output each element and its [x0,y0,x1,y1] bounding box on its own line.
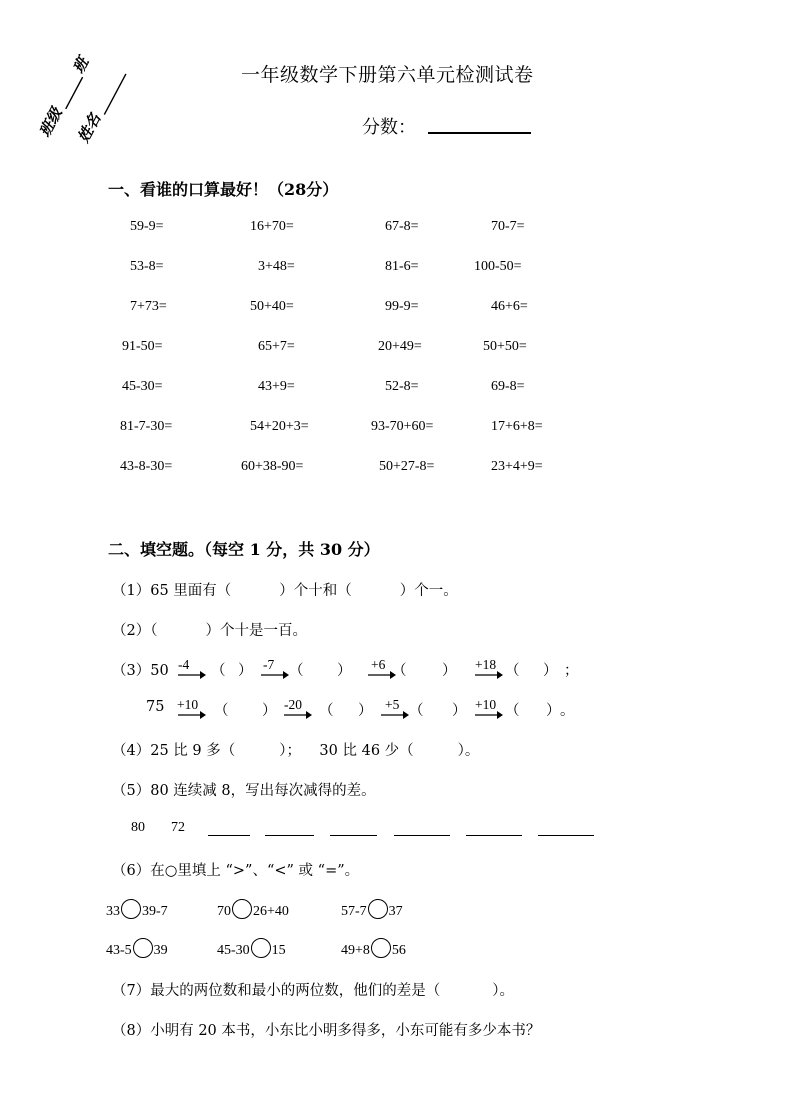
sequence-second: 72 [171,820,185,835]
operation-label: -7 [263,657,275,672]
calc-item: 43-8-30= [120,459,173,474]
calc-item: 3+48= [258,259,295,274]
page-title: 一年级数学下册第六单元检测试卷 [241,64,534,86]
compare-item: 49+8 56 [341,938,406,959]
operation-label: -20 [284,697,302,712]
arrow-icon [475,670,503,680]
operation-label: +6 [371,657,386,672]
calc-item: 69-8= [491,379,525,394]
arrow-icon [381,710,409,720]
answer-blank[interactable] [440,981,492,995]
question-8: （8）小明有 20 本书，小东比小明多得多，小东可能有多少本书？ [112,1023,541,1039]
question-6: （6）在○里填上 “>”、“<” 或 “=”。 [112,863,360,879]
answer-blank[interactable] [330,835,377,836]
calc-item: 50+27-8= [379,459,435,474]
calc-item: 99-9= [385,299,419,314]
compare-item: 43-5 39 [106,938,168,959]
calc-item: 20+49= [378,339,422,354]
calc-item: 67-8= [385,219,419,234]
calc-item: 52-8= [385,379,419,394]
calc-item: 93-70+60= [371,419,434,434]
arrow-icon [475,710,503,720]
arrow-icon [178,710,206,720]
calc-item: 23+4+9= [491,459,543,474]
answer-blank[interactable] [157,621,205,635]
compare-circle[interactable] [232,899,252,919]
question-3b-label: 75 [146,699,165,715]
question-7: （7）最大的两位数和最小的两位数，他们的差是（ ）。 [112,983,514,999]
arrow-icon [284,710,312,720]
operation-label: +18 [475,657,497,672]
answer-blank[interactable] [231,581,279,595]
compare-item: 45-30 15 [217,938,286,959]
operation-label: +10 [475,697,497,712]
compare-circle[interactable] [133,938,153,958]
class-name-header [35,40,140,150]
question-5: （5）80 连续减 8，写出每次减得的差。 [112,783,376,799]
answer-blank[interactable] [235,741,279,755]
answer-blank[interactable] [265,835,314,836]
side-name-label: 姓名 [74,110,105,146]
calc-item: 81-6= [385,259,419,274]
calc-item: 46+6= [491,299,528,314]
svg-text:班: 班 [69,54,93,77]
question-3-label: （3）50 [112,663,169,679]
calc-item: 50+50= [483,339,527,354]
compare-item: 70 26+40 [217,899,289,920]
operation-label: +5 [385,697,400,712]
answer-blank[interactable] [414,741,458,755]
operation-label: +10 [177,697,199,712]
calc-item: 53-8= [130,259,164,274]
question-1: （1）65 里面有（ ）个十和（ ）个一。 [112,583,458,599]
side-class-label: 班级 [35,104,66,140]
answer-blank[interactable] [538,835,594,836]
calc-item: 91-50= [122,339,163,354]
question-2: （2）（ ）个十是一百。 [112,623,307,639]
calc-item: 65+7= [258,339,295,354]
compare-item: 57-7 37 [341,899,403,920]
operation-label: -4 [178,657,190,672]
score-label: 分数： [362,117,416,138]
arrow-icon [261,670,289,680]
calc-item: 43+9= [258,379,295,394]
compare-item: 33 39-7 [106,899,168,920]
score-blank[interactable] [428,132,531,134]
calc-item: 16+70= [250,219,294,234]
sequence-start: 80 [131,820,145,835]
answer-blank[interactable] [394,835,450,836]
calc-item: 17+6+8= [491,419,543,434]
calc-item: 54+20+3= [250,419,309,434]
calc-item: 81-7-30= [120,419,173,434]
calc-item: 45-30= [122,379,163,394]
compare-circle[interactable] [368,899,388,919]
section1-title: 一、看谁的口算最好！（28分） [108,180,339,199]
compare-circle[interactable] [371,938,391,958]
answer-blank[interactable] [208,835,250,836]
answer-blank[interactable] [352,581,400,595]
section2-title: 二、填空题。（每空 1 分，共 30 分） [108,540,380,559]
question-4: （4）25 比 9 多（ ）； 30 比 46 少（ ）。 [112,743,480,759]
compare-circle[interactable] [121,899,141,919]
answer-blank[interactable] [466,835,522,836]
calc-item: 50+40= [250,299,294,314]
compare-circle[interactable] [251,938,271,958]
calc-item: 70-7= [491,219,525,234]
calc-item: 7+73= [130,299,167,314]
calc-item: 100-50= [474,259,522,274]
arrow-icon [178,670,206,680]
calc-item: 59-9= [130,219,164,234]
calc-item: 60+38-90= [241,459,304,474]
